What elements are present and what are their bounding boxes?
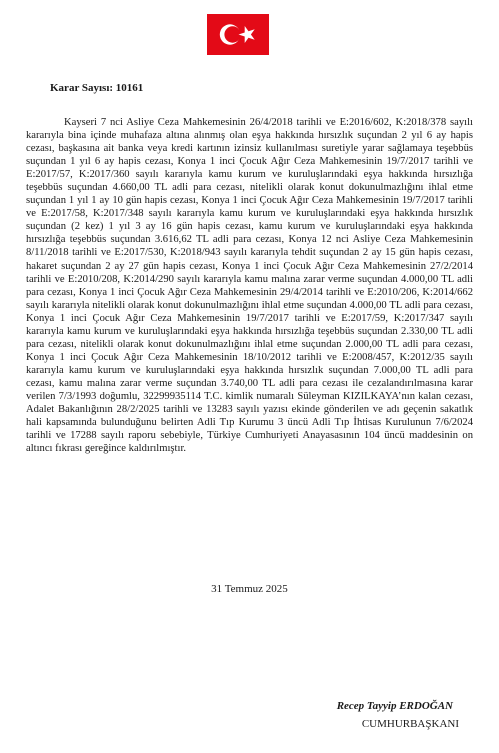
decision-number: Karar Sayısı: 10161 [50, 82, 144, 94]
turkish-flag-icon [207, 14, 269, 55]
decision-date: 31 Temmuz 2025 [211, 583, 288, 595]
decision-body-text: Kayseri 7 nci Asliye Ceza Mahkemesinin 26/4/2018 tarihli ve E:2016/602, K:2018/378 sayılı kararıyla bina içinde muhafaza altına alınmış olan eşya hakkında hırsızlık suçundan 2 yıl 6 ay hapis cezası, başkasına ait banka veya kredi kartının izinsiz kullanılması suretiyle yarar sağlamaya teşebbüs suçundan 1 yıl 6 ay hapis cezası, Konya 1 inci Çocuk Ağır Ceza Mahkemesinin 19/7/2017 tarihli ve E:2017/57, K:2017/360 sayılı kararıyla kamu kurum ve kuruluşlarındaki eşya hakkında hırsızlığa teşebbüs suçundan 4.660,00 TL adli para cezası, nitelikli olarak konut dokunulmazlığını ihlal etme suçundan 1 yıl 1 ay 10 gün hapis cezası, Konya 1 inci Çocuk Ağır Ceza Mahkemesinin 19/7/2017 tarihli ve E:2017/58, K:2017/348 sayılı kararıyla kamu kurum ve kuruluşlarındaki eşya hakkında hırsızlık suçundan (2 kez) 1 yıl 3 ay 16 gün hapis cezası, kamu kurum ve kuruluşlarındaki eşya hakkında hırsızlığa teşebbüs suçundan 3.616,62 TL adli para cezası, Konya 12 nci Asliye Ceza Mahkemesinin 8/11/2018 tarihli ve E:2017/530, K:2018/943 sayılı kararıyla tehdit suçundan 2 ay 15 gün hapis cezası, hakaret suçundan 2 ay 27 gün hapis cezası, Konya 1 inci Çocuk Ağır Ceza Mahkemesinin 27/2/2014 tarihli ve E:2010/208, K:2014/290 sayılı kararıyla kamu malına zarar verme suçundan 4.000,00 TL adli para cezası, Konya 1 inci Çocuk Ağır Ceza Mahkemesinin 29/4/2014 tarihli ve E:2010/206, K:2014/662 sayılı kararıyla nitelikli olarak konut dokunulmazlığını ihlal etme suçundan 4.000,00 TL adli para cezası, Konya 1 inci Çocuk Ağır Ceza Mahkemesinin 19/7/2017 tarihli ve E:2017/59, K:2017/347 sayılı kararıyla kamu kurum ve kuruluşlarındaki eşya hakkında hırsızlığa teşebbüs suçundan 2.330,00 TL adli para cezası, nitelikli olarak konut dokunulmazlığını ihlal etme suçundan 2.000,00 TL adli para cezası, Konya 1 inci Çocuk Ağır Ceza Mahkemesinin 18/10/2012 tarihli ve E:2008/457, K:2012/35 sayılı kararıyla kamu kurum ve kuruluşlarındaki eşya hakkında hırsızlık suçundan 7.000,00 TL adli para cezası, kamu malına zarar verme suçundan 3.740,00 TL adli para cezası ile cezalandırılmasına karar verilen 7/3/1993 doğumlu, 32299935114 T.C. kimlik numaralı Süleyman KIZILKAYA’nın kalan cezası, Adalet Bakanlığının 28/2/2025 tarihli ve 13283 sayılı yazısı ekinde gönderilen ve adı geçenin sakatlık hali kapsamında bulunduğunu belirten Adli Tıp Kurumu 3 üncü Adli Tıp İhtisas Kurulunun 7/6/2024 tarihli ve 17288 sayılı raporu sebebiyle, Türkiye Cumhuriyeti Anayasasının 104 üncü maddesinin on altıncı fıkrası gereğince kaldırılmıştır. [26, 117, 473, 455]
signer-title: CUMHURBAŞKANI [361, 718, 459, 730]
signer-name: Recep Tayyip ERDOĞAN [336, 700, 453, 712]
